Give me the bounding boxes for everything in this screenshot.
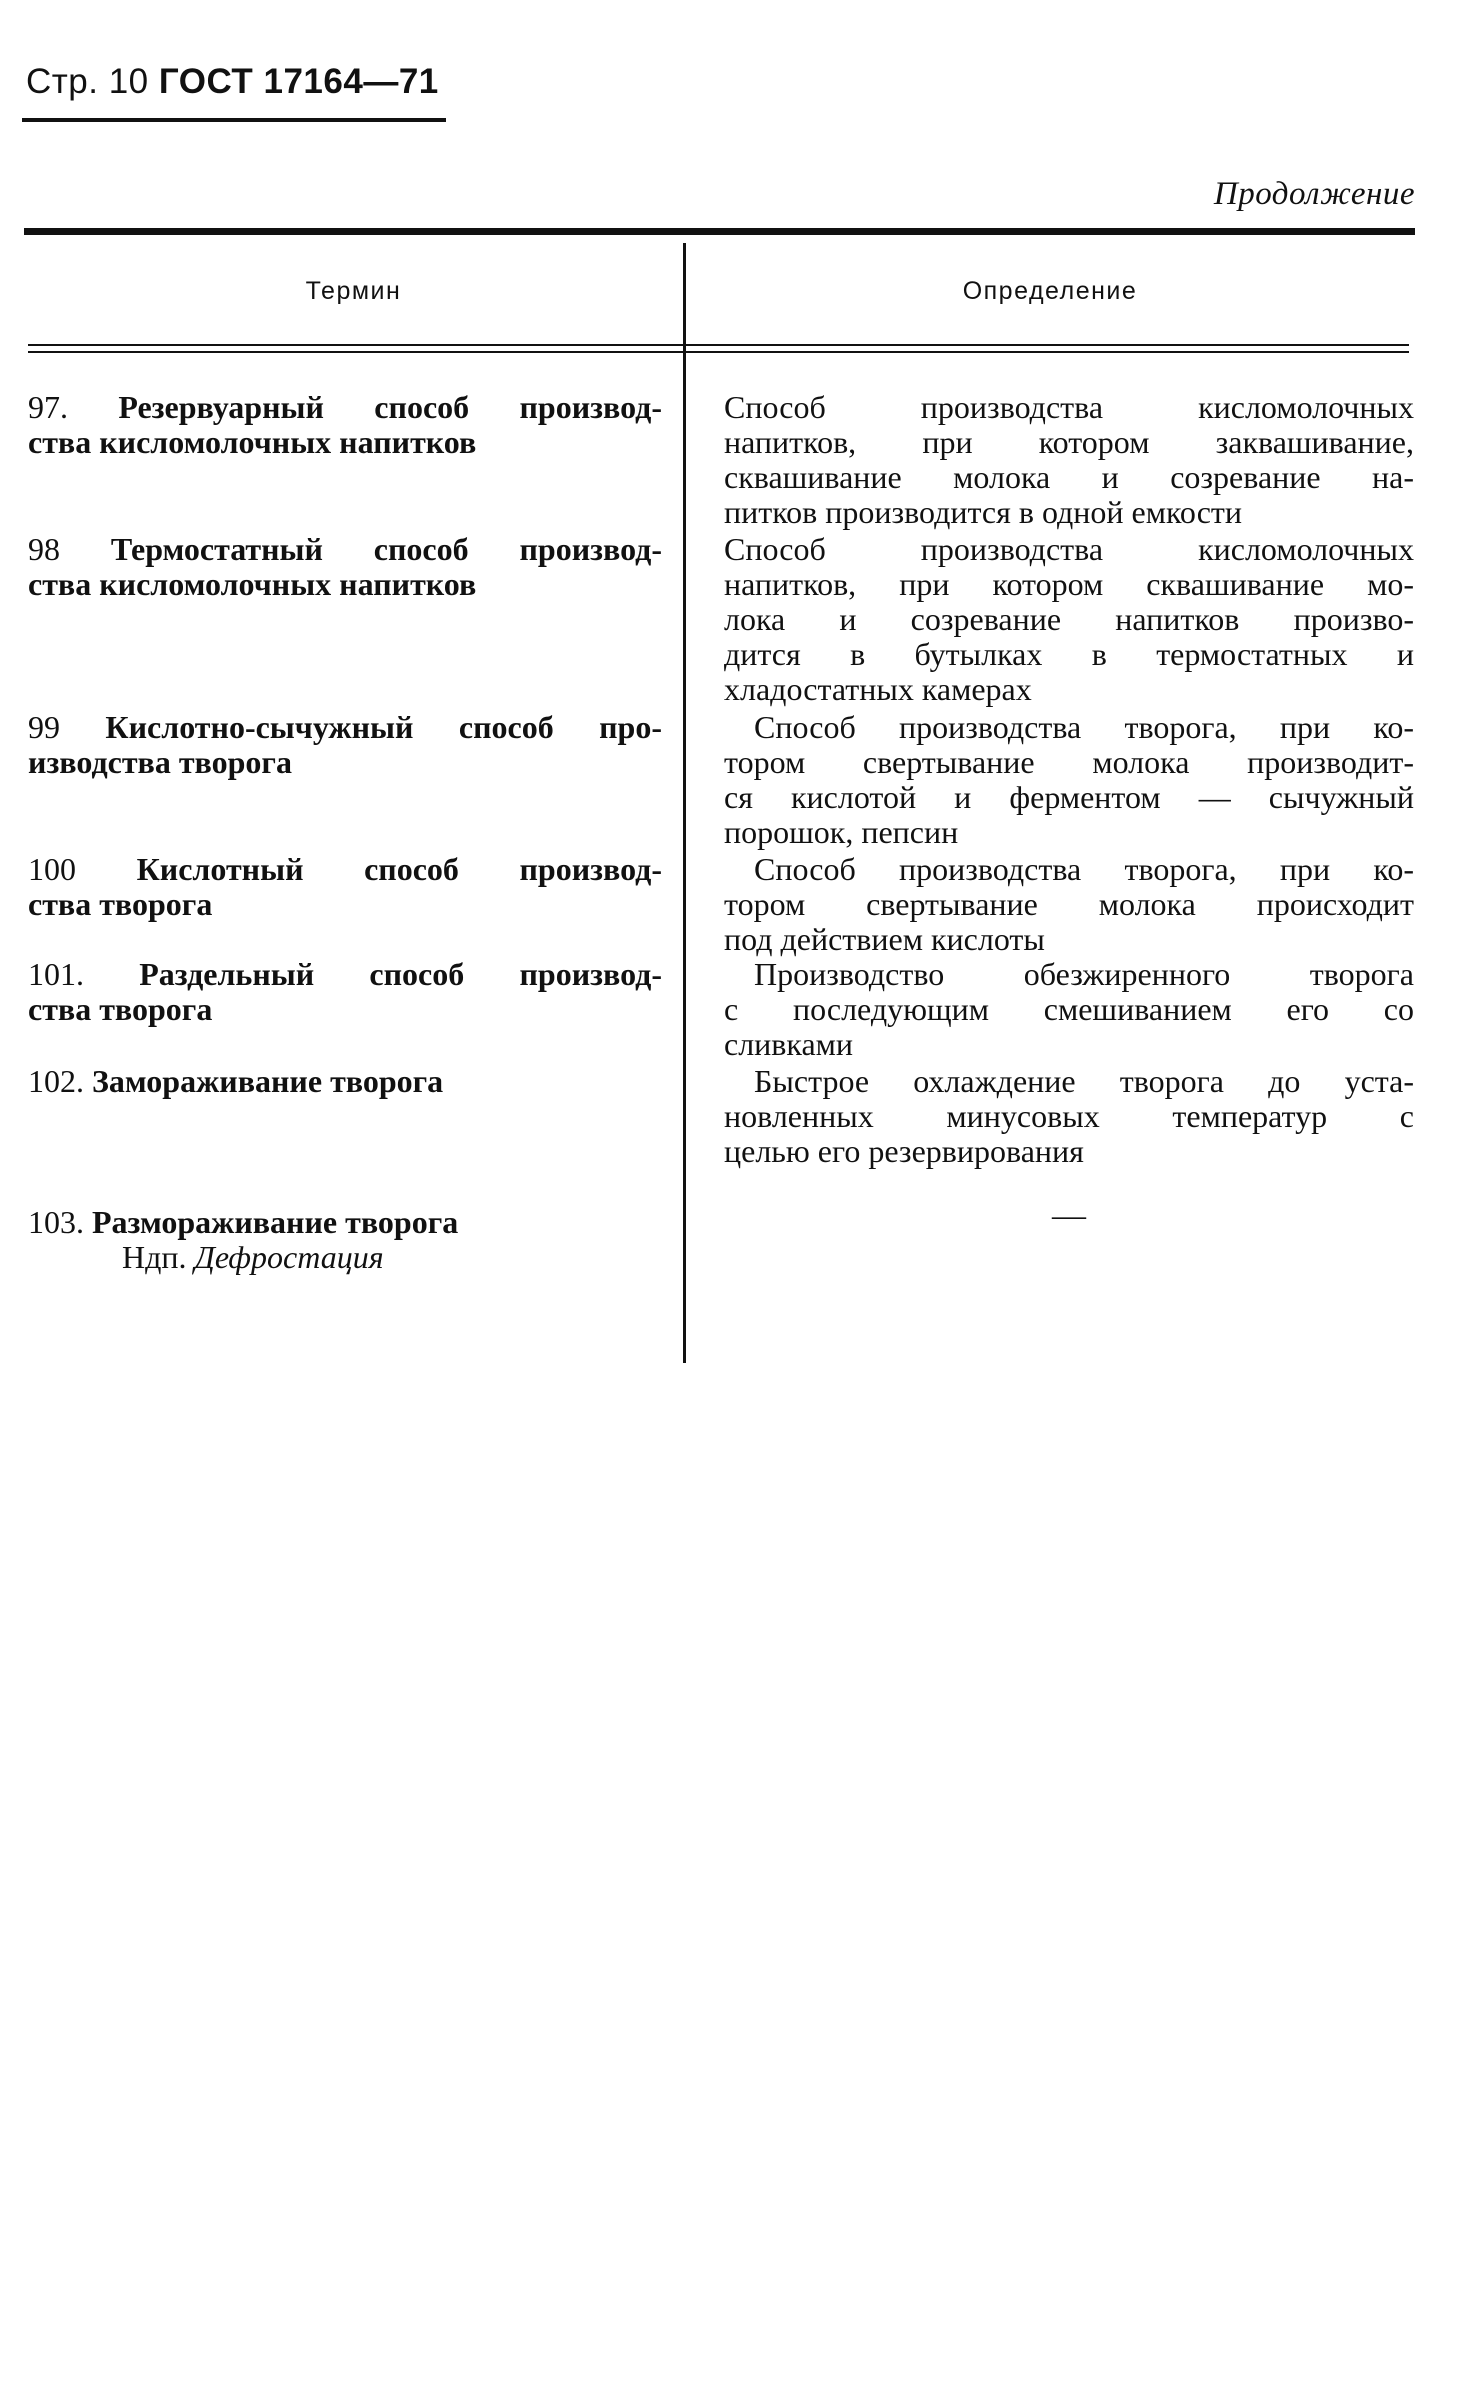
column-header-term: Термин [305, 277, 402, 305]
definition-line: сквашивание молока и созревание на- [724, 459, 1414, 495]
term-text: Размораживание творога [92, 1204, 459, 1240]
term-line [28, 1205, 662, 1240]
definition-line: порошок, пепсин [724, 814, 959, 850]
definition-line: Производство обезжиренного творога [754, 956, 1414, 992]
table-header-rule-double [28, 351, 1409, 353]
term-103 [28, 1205, 662, 1275]
term-text: ства творога [28, 886, 213, 922]
table-header-rule [28, 344, 1409, 346]
running-header [26, 62, 439, 102]
column-header-definition: Определение [962, 277, 1138, 305]
term-text: Резервуарный способ производ- [118, 389, 662, 425]
definition-line: тором свертывание молока производит- [724, 744, 1414, 780]
term-100 [28, 852, 662, 922]
synonym-text: Дефростация [194, 1239, 384, 1275]
definition-101 [724, 957, 1414, 1062]
term-number: 100 [28, 851, 76, 887]
term-number: 103. [28, 1204, 84, 1240]
term-text: ства творога [28, 991, 213, 1027]
term-text: Раздельный способ производ- [139, 956, 663, 992]
term-97 [28, 390, 662, 460]
definition-line: Способ производства творога, при ко- [754, 709, 1414, 745]
term-102 [28, 1064, 662, 1099]
definition-line: новленных минусовых температур с [724, 1098, 1414, 1134]
definition-line: ся кислотой и ферментом — сычужный [724, 779, 1414, 815]
term-text: изводства творога [28, 744, 292, 780]
definition-97 [724, 390, 1414, 530]
column-divider [683, 243, 686, 1363]
term-98 [28, 532, 662, 602]
term-number: 99 [28, 709, 60, 745]
definition-line: лока и созревание напитков произво- [724, 601, 1414, 637]
term-99 [28, 710, 662, 780]
deprecated-synonym [28, 1240, 662, 1275]
term-number: 101. [28, 956, 84, 992]
definition-98 [724, 532, 1414, 707]
term-number: 97. [28, 389, 68, 425]
definition-line: напитков, при котором заквашивание, [724, 424, 1414, 460]
term-text: ства кисломолочных напитков [28, 424, 477, 460]
standard-designation: ГОСТ 17164—71 [158, 62, 439, 101]
term-line [28, 532, 662, 567]
definition-line: хладостатных камерах [724, 671, 1032, 707]
definition-102 [724, 1064, 1414, 1169]
definition-line: Быстрое охлаждение творога до уста- [754, 1063, 1414, 1099]
definition-line: Способ производства кисломолочных [724, 389, 1414, 425]
definition-line: с последующим смешиванием его со [724, 991, 1414, 1027]
header-underline [22, 118, 446, 122]
term-text: Кислотный способ производ- [136, 851, 662, 887]
definition-100 [724, 852, 1414, 957]
term-line [28, 957, 662, 992]
synonym-label: Ндп. [122, 1239, 187, 1275]
definition-line: Способ производства творога, при ко- [754, 851, 1414, 887]
term-line [28, 1064, 662, 1099]
definition-line: дится в бутылках в термостатных и [724, 636, 1414, 672]
continuation-label: Продолжение [1213, 176, 1415, 212]
term-line [28, 710, 662, 745]
term-line [28, 390, 662, 425]
definition-line: сливками [724, 1026, 854, 1062]
term-number: 98 [28, 531, 60, 567]
definition-line: целью его резервирования [724, 1133, 1084, 1169]
definition-line: тором свертывание молока происходит [724, 886, 1414, 922]
table-top-rule [24, 228, 1415, 235]
term-number: 102. [28, 1063, 84, 1099]
definition-99 [724, 710, 1414, 850]
term-text: Кислотно-сычужный способ про- [105, 709, 663, 745]
term-text: ства кисломолочных напитков [28, 566, 477, 602]
term-text: Термостатный способ производ- [110, 531, 663, 567]
term-text: Замораживание творога [92, 1063, 444, 1099]
definition-line: Способ производства кисломолочных [724, 531, 1414, 567]
page-number-label: Стр. 10 [26, 62, 149, 101]
definition-line: питков производится в одной емкости [724, 494, 1243, 530]
definition-line: под действием кислоты [724, 921, 1045, 957]
definition-line: напитков, при котором сквашивание мо- [724, 566, 1414, 602]
definition-dash: — [1052, 1197, 1086, 1234]
definition-103 [724, 1198, 1414, 1233]
term-line [28, 852, 662, 887]
term-101 [28, 957, 662, 1027]
